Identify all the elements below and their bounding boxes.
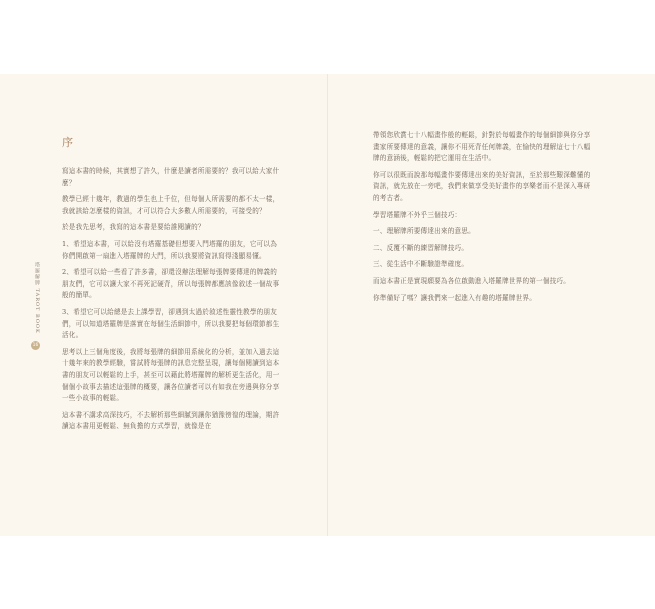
paragraph: 思考以上三個角度後，我將每張牌的細節用系統化的分析，並加入過去這十幾年來的教學經驗，嘗試將每張牌的訊息完整呈現，讓每個閱讀到這本書的朋友可以輕鬆的上手，甚至可以藉此將塔羅牌的解析更生活化，用一個個小故事去描述這張牌的概要，讓各位讀者可以有如我在旁邊與你分享一些小故事的輕鬆。 xyxy=(62,347,280,403)
running-head: 塔羅解牌 TAROT BOOK xyxy=(34,262,40,334)
paragraph: 於是我先思考，我寫的這本書是要給誰閱讀的？ xyxy=(62,223,205,232)
paragraph: 2、希望可以給一些看了許多書，卻還沒辦法理解每張牌要傳達的牌義的朋友們，它可以讓大家不再死記硬背，所以每張牌都應該像敘述一個故事般的簡單。 xyxy=(62,268,280,300)
paragraph: 一、理解牌所要傳達出來的意思。 xyxy=(373,227,475,236)
paragraph: 你可以很既而說那每幅畫作要傳達出來的美好資訊，至於那些艱深難懂的資訊，就先放在一旁吧，我們來做享受美好畫作的享樂者而不是深入專研的考古者。 xyxy=(373,170,591,202)
paragraph: 帶領您欣賞七十八幅畫作般的輕鬆，針對於每幅畫作的每個細節與你分享畫家所要傳達的意義，讓你不用死背任何牌義，在愉快的理解這七十八幅牌的意涵後，輕鬆的把它運用在生活中。 xyxy=(373,131,591,163)
paragraph: 而這本書正是實現願要為各位啟動進入塔羅牌世界的第一個技巧。 xyxy=(373,276,571,285)
paragraph: 這本書不講求高深技巧，不去解析那些細膩到讓你猶豫徬徨的理論，期許讀這本書用更輕鬆、無負擔的方式學習，就像是在 xyxy=(62,410,280,431)
paragraph: 寫這本書的時候，其實想了許久，什麼是讀者所需要的？我可以給大家什麼？ xyxy=(62,167,280,187)
paragraph: 學習塔羅牌不外乎三個技巧： xyxy=(373,210,462,219)
paragraph: 你準備好了嗎？讓我們來一起進入有趣的塔羅牌世界。 xyxy=(373,293,537,302)
page-number: 16 xyxy=(32,343,39,348)
page-title: 序 xyxy=(62,136,73,149)
paragraph: 三、從生活中不斷驗證準確度。 xyxy=(373,260,469,269)
left-column xyxy=(62,166,280,438)
paragraph: 教學已經十幾年，教過的學生也上千位，但每個人所需要的都不太一樣，我就該給怎麼樣的資訊，才可以符合大多數人所需要的，可接受的？ xyxy=(62,195,280,215)
right-column xyxy=(373,130,591,309)
paragraph: 1、希望這本書，可以給沒有塔羅基礎但想要入門塔羅的朋友，它可以為你們開啟第一扇進入塔羅牌的大門，所以我要將資訊寫得淺顯易懂。 xyxy=(62,239,277,260)
paragraph: 3、希望它可以給總是去上課學習，卻遇到太過於敘述性靈性教學的朋友們，可以知道塔羅牌是落實在每個生活細節中，所以我要把每個環節都生活化。 xyxy=(62,307,280,340)
page-gutter xyxy=(327,74,328,536)
paragraph: 二、反覆不斷的練習解牌技巧。 xyxy=(373,243,469,252)
